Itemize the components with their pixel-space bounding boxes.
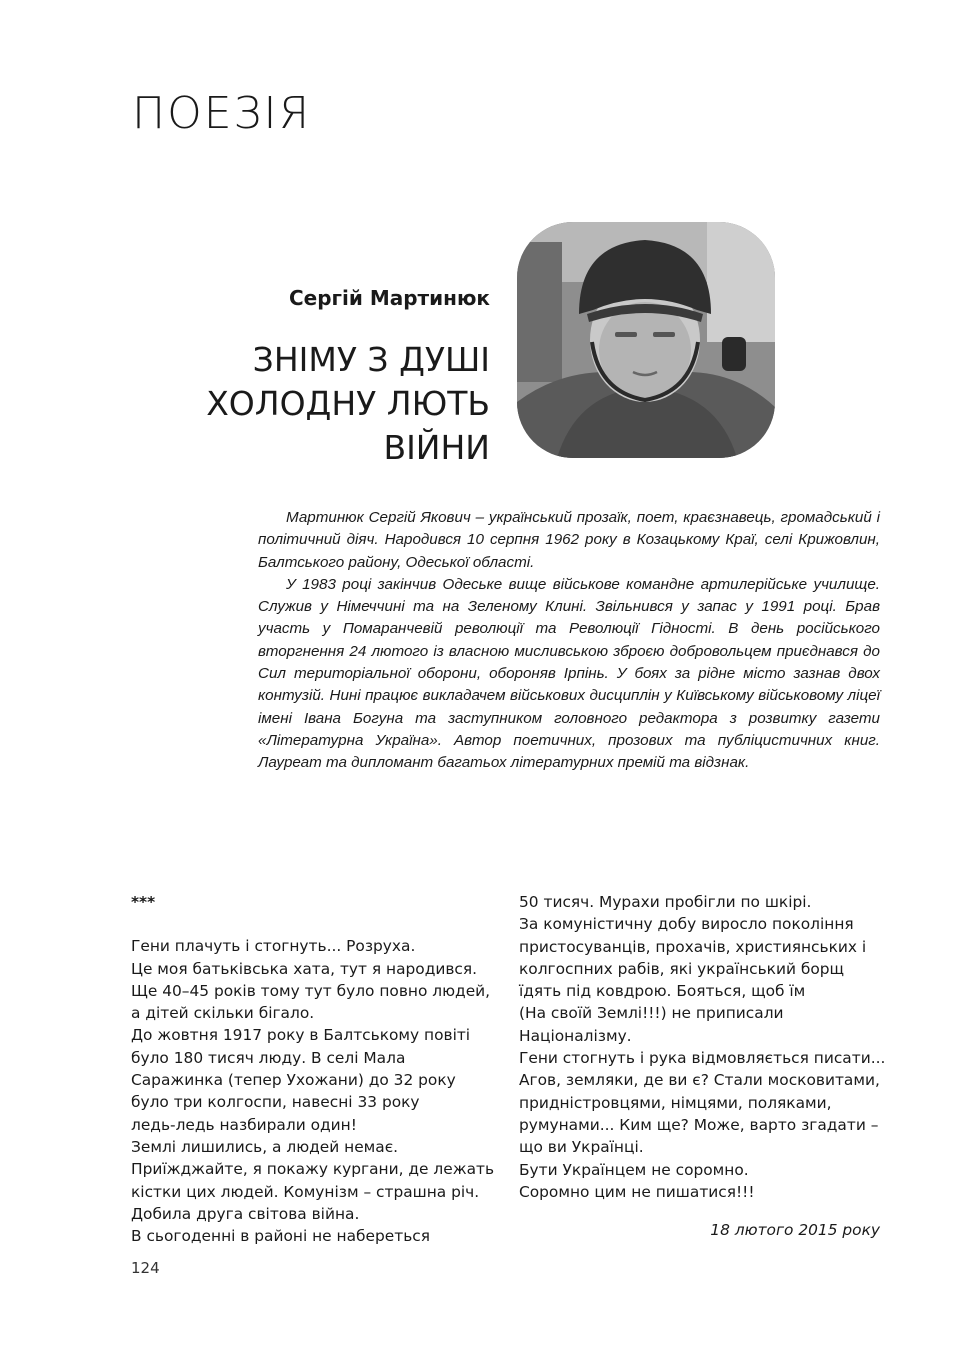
poem-line: їдять під ковдрою. Бояться, щоб їм <box>519 982 806 1001</box>
poem-line: Землі лишились, а людей немає. <box>131 1137 399 1156</box>
poem-line: що ви Українці. <box>519 1138 644 1157</box>
poem-line: Добила друга світова війна. <box>131 1204 360 1223</box>
poem-title-line: ХОЛОДНУ ЛЮТЬ <box>206 384 490 423</box>
poem-line: Бути Українцем не соромно. <box>519 1160 749 1179</box>
author-bio <box>258 507 880 775</box>
poem-line: Агов, земляки, де ви є? Стали московитами, <box>519 1071 880 1090</box>
author-name: Сергій Мартинюк <box>289 286 490 310</box>
poem-line: кістки цих людей. Комунізм – страшна річ. <box>131 1182 480 1201</box>
poem-line: В сьогоденні в районі не набереться <box>131 1227 430 1246</box>
poem-line: румунами... Ким ще? Може, варто згадати – <box>519 1115 879 1134</box>
poem-line: ледь-ледь назбирали один! <box>131 1115 357 1134</box>
poem-line: придністровцями, німцями, поляками, <box>519 1093 832 1112</box>
poem-line: Гени плачуть і стогнуть... Розруха. <box>131 937 416 956</box>
poem-line: Соромно цим не пишатися!!! <box>519 1182 755 1201</box>
poem-line: було 180 тисяч люду. В селі Мала <box>131 1048 406 1067</box>
poem-line: а дітей скільки бігало. <box>131 1004 315 1023</box>
poem-title-line: ВІЙНИ <box>383 428 490 467</box>
poem-title-line: ЗНІМУ З ДУШІ <box>252 340 490 379</box>
author-photo <box>517 222 775 458</box>
poem-date: 18 лютого 2015 року <box>710 1221 880 1239</box>
poem-line: Саражинка (тепер Ухожани) до 32 року <box>131 1071 456 1090</box>
poem-line: було три колгоспи, навесні 33 року <box>131 1093 420 1112</box>
poem-line: Приїжджайте, я покажу кургани, де лежать <box>131 1160 495 1179</box>
section-title: ПОЕЗІЯ <box>132 88 312 139</box>
poem-line: 50 тисяч. Мурахи пробігли по шкірі. <box>519 893 812 911</box>
poem-line: Націоналізму. <box>519 1026 632 1045</box>
page-number: 124 <box>131 1259 160 1277</box>
bio-paragraph: Мартинюк Сергій Якович – український прозаїк, поет, краєзнавець, громадський і політичний діяч. Народився 10 серпня 1962 року в Козацькому Краї, селі Крижовлин, Балтського району, Одеської області. <box>258 509 880 571</box>
poem-column-left <box>131 891 495 1247</box>
poem-line: Гени стогнуть і рука відмовляється писати... <box>519 1049 886 1068</box>
poem-line: пристосуванців, прохачів, християнських і <box>519 937 867 956</box>
poem-line: Ще 40–45 років тому тут було повно людей, <box>131 981 491 1000</box>
poem-title <box>206 338 490 470</box>
poem-line: колгоспних рабів, які український борщ <box>519 959 845 978</box>
poem-line: (На своїй Землі!!!) не приписали <box>519 1004 784 1023</box>
poem-column-right <box>519 891 886 1203</box>
poem-marker: *** <box>131 893 156 911</box>
poem-line: До жовтня 1917 року в Балтському повіті <box>131 1026 471 1045</box>
bio-paragraph: У 1983 році закінчив Одеське вище військове командне артилерійське училище. Служив у Німеччині та на Зеленому Клині. Звільнився у запас у 1991 році. Брав участь у Помаранчевій революції та Революції Гідності. В день російського вторгнення 24 лютого із власною мисливською зброєю добровольцем приєднався до Сил територіальної оборони, обороняв Ірпінь. У боях за рідне місто зазнав двох контузій. Нині працює викладачем військових дисциплін у Київському військовому ліцеї імені Івана Богуна та заступником головного редактора з розвитку газети «Літературна Україна». Автор поетичних, прозових та публіцистичних книг. Лауреат та дипломант багатьох літературних премій та відзнак. <box>258 575 880 772</box>
poem-line: Це моя батьківська хата, тут я народився. <box>131 959 478 978</box>
poem-line: За комуністичну добу виросло покоління <box>519 915 854 934</box>
